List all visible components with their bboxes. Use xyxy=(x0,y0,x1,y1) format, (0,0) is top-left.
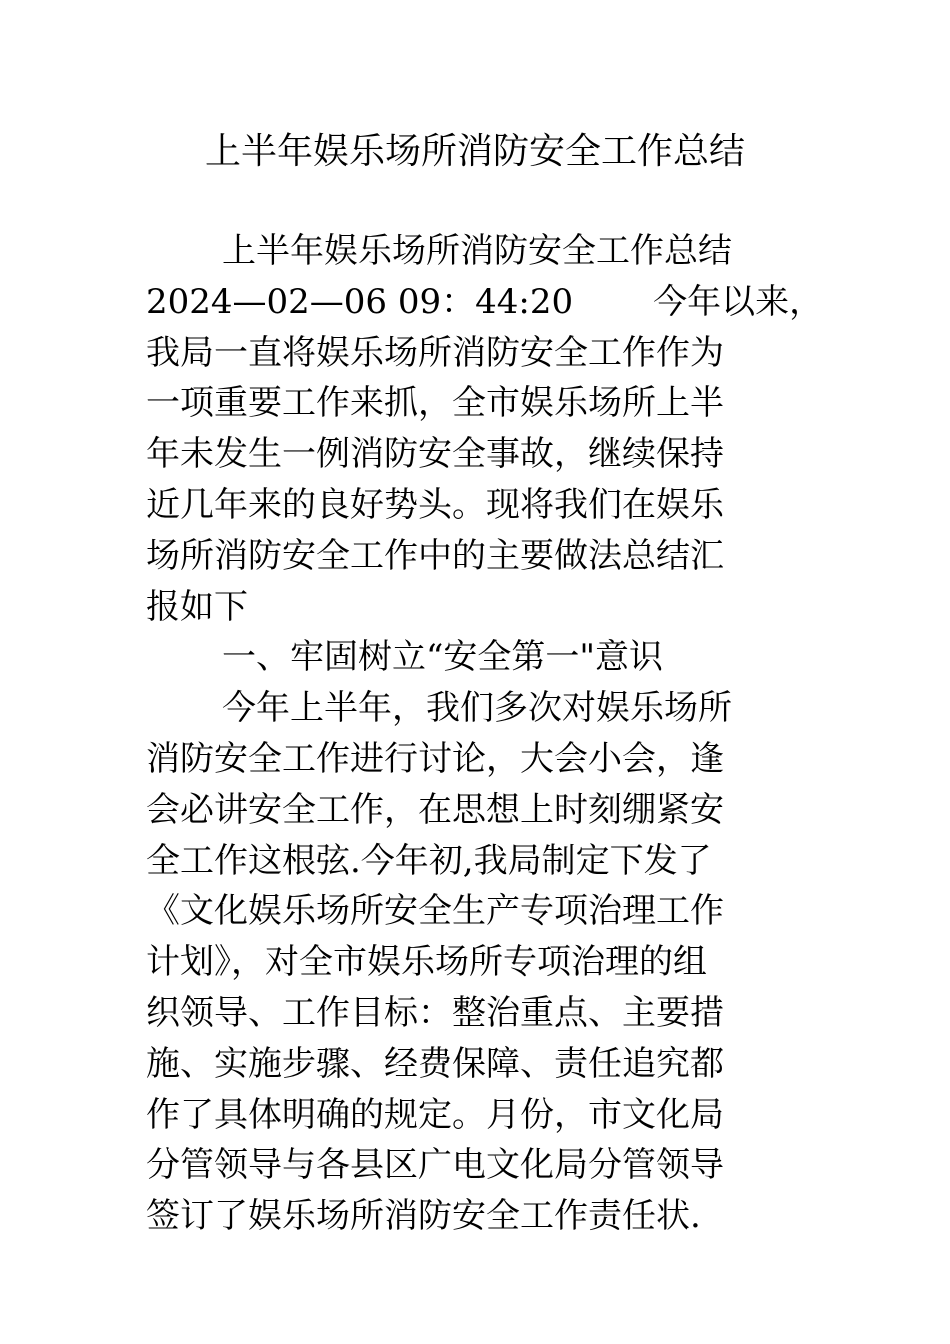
text-line: 上半年娱乐场所消防安全工作总结 xyxy=(222,231,732,271)
text-line: 近几年来的良好势头。现将我们在娱乐 xyxy=(146,484,724,525)
text-line: 年未发生一例消防安全事故，继续保持 xyxy=(146,434,724,475)
text-line: 今年上半年，我们多次对娱乐场所 xyxy=(222,688,732,729)
text-fragment: 今年以来， xyxy=(653,281,824,322)
document-title: 上半年娱乐场所消防安全工作总结 xyxy=(204,131,745,172)
timestamp: 2024—02—06 09：44:20 xyxy=(146,281,574,322)
text-line: 消防安全工作进行讨论，大会小会，逢 xyxy=(146,738,724,779)
text-line: 签订了娱乐场所消防安全工作责任状. xyxy=(146,1196,701,1237)
text-line: 计划》，对全市娱乐场所专项治理的组 xyxy=(146,942,707,983)
text-line: 《文化娱乐场所安全生产专项治理工作 xyxy=(146,891,724,932)
text-line-date xyxy=(146,277,824,328)
document-body xyxy=(146,226,824,1242)
text-line: 我局一直将娱乐场所消防安全工作作为 xyxy=(146,332,724,373)
text-line: 施、实施步骤、经费保障、责任追究都 xyxy=(146,1043,724,1084)
text-line: 报如下 xyxy=(146,586,248,627)
text-line: 分管领导与各县区广电文化局分管领导 xyxy=(146,1145,724,1186)
text-line: 全工作这根弦.今年初,我局制定下发了 xyxy=(146,840,712,881)
text-line: 场所消防安全工作中的主要做法总结汇 xyxy=(146,535,724,576)
text-line: 织领导、工作目标：整治重点、主要措 xyxy=(146,992,724,1033)
section-heading: 一、牢固树立“安全第一"意识 xyxy=(222,637,664,678)
text-line: 会必讲安全工作，在思想上时刻绷紧安 xyxy=(146,789,724,830)
text-line: 作了具体明确的规定。月份，市文化局 xyxy=(146,1094,724,1135)
text-line: 一项重要工作来抓，全市娱乐场所上半 xyxy=(146,383,724,424)
